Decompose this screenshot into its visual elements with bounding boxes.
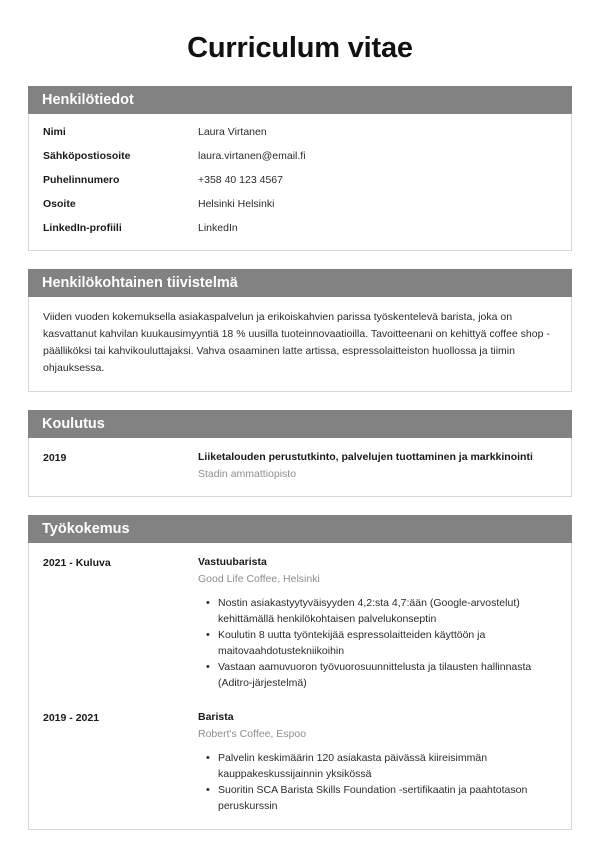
experience-entry-date: 2021 - Kuluva: [43, 557, 111, 569]
info-row-nimi: [43, 126, 557, 138]
personal-info-header: [28, 86, 572, 114]
experience-entry: [43, 555, 557, 692]
info-row-address: [43, 198, 557, 210]
education-heading: Koulutus: [42, 415, 105, 432]
experience-entry: [43, 710, 557, 815]
info-label: Sähköpostiosoite: [43, 150, 131, 162]
list-item: • Palvelin keskimäärin 120 asiakasta päivässä kiireisimmän kauppakeskussijainnin yksikössä: [218, 751, 557, 782]
experience-section: [28, 515, 572, 830]
education-card: [28, 438, 572, 497]
list-item: • Suoritin SCA Barista Skills Foundation -sertifikaatin ja paahtotason peruskurssin: [218, 783, 557, 814]
info-label: Nimi: [43, 126, 66, 138]
experience-entry-bullets: [198, 751, 557, 814]
summary-card: [28, 297, 572, 392]
info-value: LinkedIn: [198, 222, 238, 234]
education-section: [28, 410, 572, 497]
info-value: laura.virtanen@email.fi: [198, 150, 306, 162]
education-entry-date: 2019: [43, 452, 67, 464]
info-label: Puhelinnumero: [43, 174, 120, 186]
education-header: [28, 410, 572, 438]
personal-info-section: [28, 86, 572, 251]
experience-entry-title: Barista: [198, 711, 234, 723]
info-row-phone: [43, 174, 557, 186]
summary-text: Viiden vuoden kokemuksella asiakaspalvelun ja erikoiskahvien parissa työskentelevä barista, joka on kasvattanut kahvilan kuukausimyyntiä 18 % uusilla tuoteinnovaatioilla. Tavoitteenani on kehittyä coffee shop -päälliköksi tai kahvikouluttajaksi. Vahva osaaminen latte artissa, espressolaitteiston huollossa ja tiimin ohjauksessa.: [43, 311, 550, 374]
info-value: Helsinki Helsinki: [198, 198, 275, 210]
experience-card: [28, 543, 572, 830]
experience-entry-title: Vastuubarista: [198, 556, 267, 568]
summary-section: [28, 269, 572, 392]
summary-header: [28, 269, 572, 297]
education-entry-institution: Stadin ammattiopisto: [198, 468, 297, 480]
personal-info-heading: Henkilötiedot: [42, 91, 134, 108]
experience-entry-bullets: [198, 596, 557, 691]
list-item: • Koulutin 8 uutta työntekijää espressolaitteiden käyttöön ja maitovaahdotustekniikoihin: [218, 628, 557, 659]
experience-entry-employer: Robert's Coffee, Espoo: [198, 728, 307, 740]
info-row-linkedin: [43, 222, 557, 234]
info-value: +358 40 123 4567: [198, 174, 283, 186]
experience-entry-date: 2019 - 2021: [43, 712, 100, 724]
info-row-email: [43, 150, 557, 162]
info-label: LinkedIn-profiili: [43, 222, 122, 234]
list-item: • Nostin asiakastyytyväisyyden 4,2:sta 4,7:ään (Google-arvostelut) kehittämällä henkilökohtaisen palvelukonseptin: [218, 596, 557, 627]
summary-heading: Henkilökohtainen tiivistelmä: [42, 274, 238, 291]
experience-header: [28, 515, 572, 543]
page-title: Curriculum vitae: [187, 32, 413, 64]
info-label: Osoite: [43, 198, 76, 210]
education-entry-title: Liiketalouden perustutkinto, palvelujen tuottaminen ja markkinointi: [198, 451, 533, 463]
experience-entry-employer: Good Life Coffee, Helsinki: [198, 573, 320, 585]
experience-heading: Työkokemus: [42, 520, 130, 537]
personal-info-card: [28, 114, 572, 251]
education-entry: [43, 450, 557, 482]
info-value: Laura Virtanen: [198, 126, 267, 138]
list-item: • Vastaan aamuvuoron työvuorosuunnittelusta ja tilausten hallinnasta (Aditro-järjestelmä): [218, 660, 557, 691]
